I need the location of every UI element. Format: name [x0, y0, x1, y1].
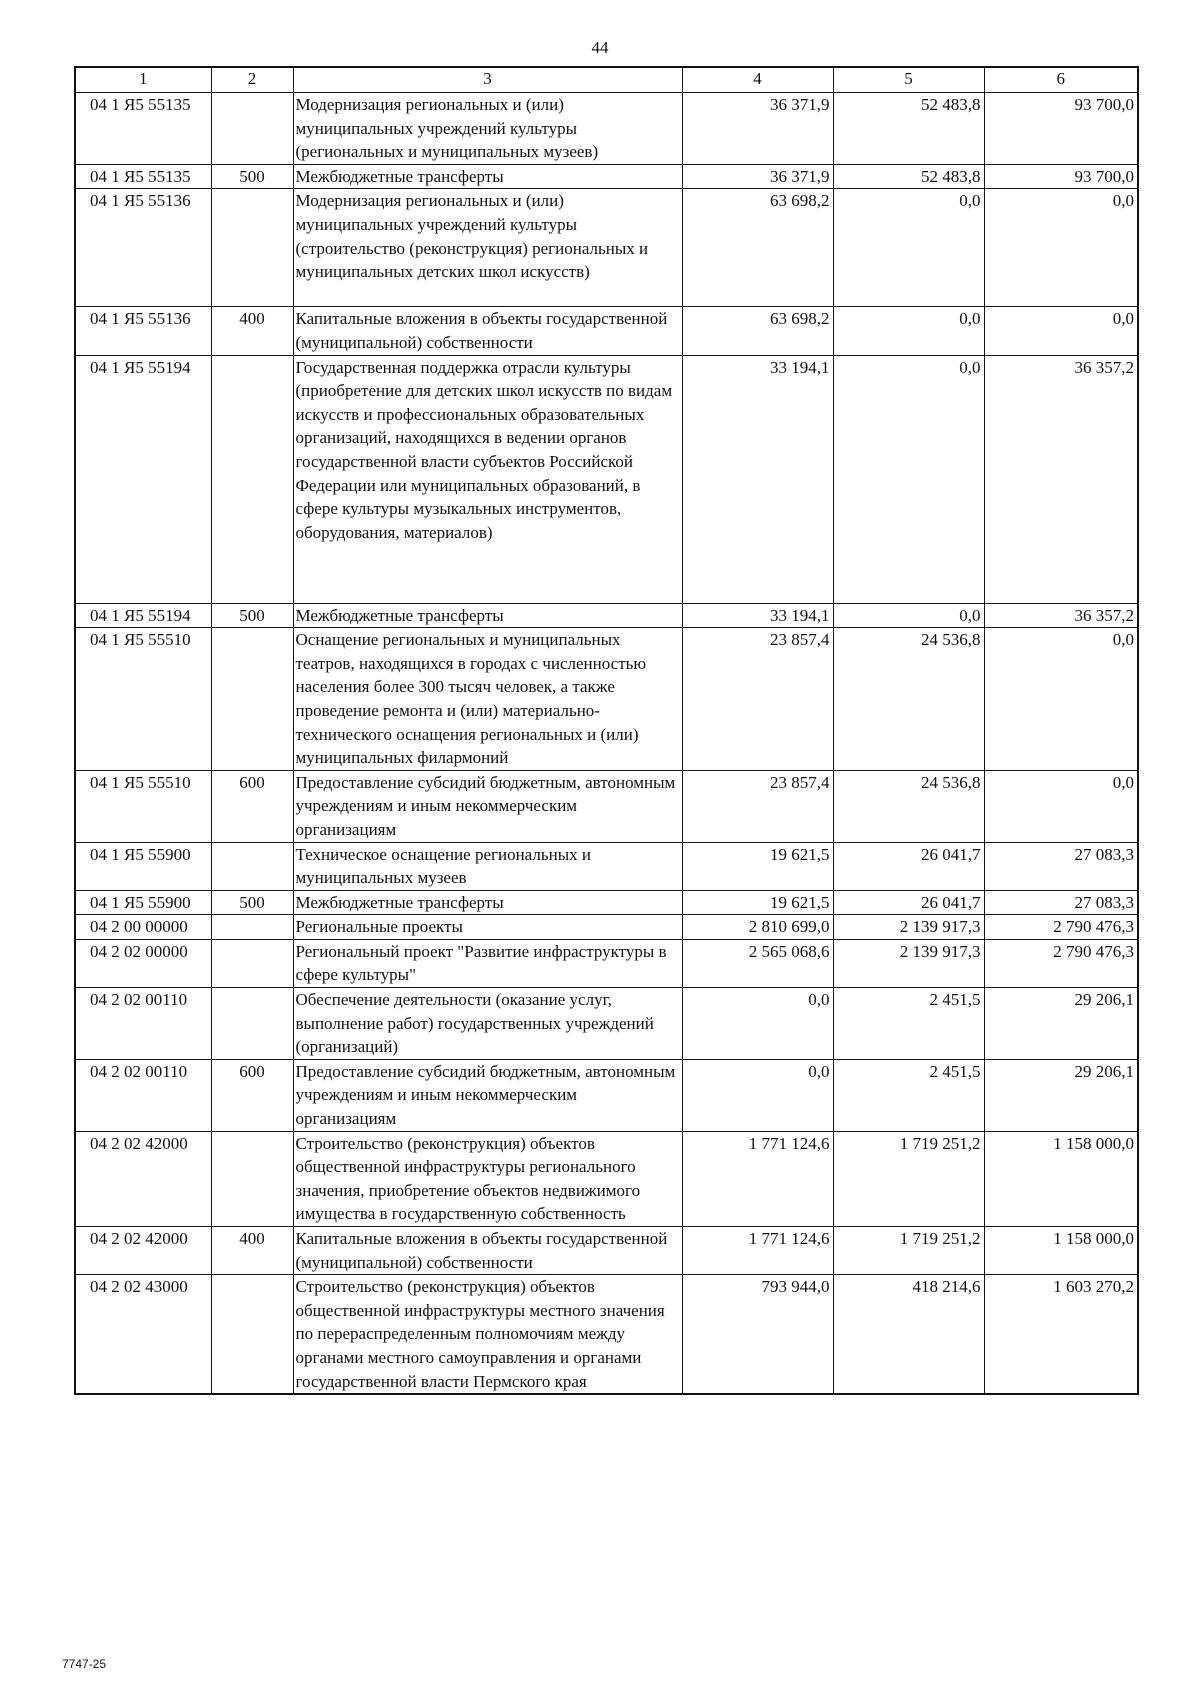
amount-col4: 36 371,9 — [682, 93, 833, 165]
item-name: Техническое оснащение региональных и муниципальных музеев — [293, 842, 682, 890]
amount-col6: 0,0 — [984, 307, 1138, 355]
amount-col4: 23 857,4 — [682, 770, 833, 842]
amount-col6: 0,0 — [984, 770, 1138, 842]
amount-col4: 63 698,2 — [682, 307, 833, 355]
amount-col6: 29 206,1 — [984, 1059, 1138, 1131]
amount-col6: 27 083,3 — [984, 842, 1138, 890]
item-name: Межбюджетные трансферты — [293, 164, 682, 189]
amount-col5: 0,0 — [833, 307, 984, 355]
expense-type-code — [211, 988, 293, 1060]
amount-col5: 1 719 251,2 — [833, 1227, 984, 1275]
amount-col4: 1 771 124,6 — [682, 1131, 833, 1226]
amount-col5: 52 483,8 — [833, 93, 984, 165]
target-article-code: 04 1 Я5 55194 — [75, 603, 211, 628]
column-header: 4 — [682, 67, 833, 93]
table-row — [75, 1227, 1138, 1275]
amount-col4: 2 810 699,0 — [682, 915, 833, 940]
amount-col6: 0,0 — [984, 189, 1138, 307]
amount-col4: 33 194,1 — [682, 603, 833, 628]
target-article-code: 04 2 02 43000 — [75, 1275, 211, 1394]
amount-col5: 24 536,8 — [833, 628, 984, 771]
expense-type-code: 500 — [211, 603, 293, 628]
amount-col5: 52 483,8 — [833, 164, 984, 189]
page-number: 44 — [591, 38, 609, 57]
expense-type-code — [211, 628, 293, 771]
item-name: Предоставление субсидий бюджетным, автономным учреждениям и иным некоммерческим организациям — [293, 770, 682, 842]
amount-col6: 1 158 000,0 — [984, 1227, 1138, 1275]
item-name: Оснащение региональных и муниципальных театров, находящихся в городах с численностью населения более 300 тысяч человек, а также проведение ремонта и (или) материально-технического оснащения региональных и (или) муниципальных филармоний — [293, 628, 682, 771]
amount-col5: 0,0 — [833, 603, 984, 628]
item-name: Строительство (реконструкция) объектов общественной инфраструктуры местного значения по перераспределенным полномочиям между органами местного самоуправления и органами государственной власти Пермского края — [293, 1275, 682, 1394]
amount-col4: 63 698,2 — [682, 189, 833, 307]
item-name: Межбюджетные трансферты — [293, 890, 682, 915]
table-row — [75, 915, 1138, 940]
table-row — [75, 628, 1138, 771]
expense-type-code — [211, 189, 293, 307]
amount-col5: 1 719 251,2 — [833, 1131, 984, 1226]
item-name: Обеспечение деятельности (оказание услуг, выполнение работ) государственных учреждений (организаций) — [293, 988, 682, 1060]
item-name: Предоставление субсидий бюджетным, автономным учреждениям и иным некоммерческим организациям — [293, 1059, 682, 1131]
table-row — [75, 1275, 1138, 1394]
expense-type-code: 600 — [211, 1059, 293, 1131]
amount-col6: 2 790 476,3 — [984, 915, 1138, 940]
amount-col6: 36 357,2 — [984, 355, 1138, 603]
item-name: Межбюджетные трансферты — [293, 603, 682, 628]
amount-col6: 1 158 000,0 — [984, 1131, 1138, 1226]
target-article-code: 04 1 Я5 55135 — [75, 93, 211, 165]
item-name: Капитальные вложения в объекты государственной (муниципальной) собственности — [293, 307, 682, 355]
amount-col6: 1 603 270,2 — [984, 1275, 1138, 1394]
expense-type-code — [211, 842, 293, 890]
amount-col4: 2 565 068,6 — [682, 939, 833, 987]
amount-col6: 27 083,3 — [984, 890, 1138, 915]
table-row — [75, 355, 1138, 603]
amount-col6: 2 790 476,3 — [984, 939, 1138, 987]
table-row — [75, 93, 1138, 165]
item-name: Региональные проекты — [293, 915, 682, 940]
amount-col4: 793 944,0 — [682, 1275, 833, 1394]
column-header: 1 — [75, 67, 211, 93]
expense-type-code: 400 — [211, 1227, 293, 1275]
item-name: Региональный проект "Развитие инфраструктуры в сфере культуры" — [293, 939, 682, 987]
item-name: Модернизация региональных и (или) муниципальных учреждений культуры (региональных и муниципальных музеев) — [293, 93, 682, 165]
target-article-code: 04 2 00 00000 — [75, 915, 211, 940]
target-article-code: 04 2 02 00110 — [75, 1059, 211, 1131]
table-row — [75, 164, 1138, 189]
expense-type-code — [211, 1275, 293, 1394]
amount-col5: 0,0 — [833, 189, 984, 307]
amount-col5: 2 451,5 — [833, 988, 984, 1060]
target-article-code: 04 1 Я5 55136 — [75, 189, 211, 307]
amount-col5: 2 451,5 — [833, 1059, 984, 1131]
document-code: 7747-25 — [62, 1657, 107, 1671]
table-row — [75, 1131, 1138, 1226]
target-article-code: 04 2 02 00000 — [75, 939, 211, 987]
amount-col6: 36 357,2 — [984, 603, 1138, 628]
expense-type-code: 600 — [211, 770, 293, 842]
amount-col5: 0,0 — [833, 355, 984, 603]
expense-type-code — [211, 915, 293, 940]
amount-col6: 93 700,0 — [984, 164, 1138, 189]
amount-col4: 1 771 124,6 — [682, 1227, 833, 1275]
amount-col5: 24 536,8 — [833, 770, 984, 842]
amount-col4: 36 371,9 — [682, 164, 833, 189]
table-row — [75, 307, 1138, 355]
table-row — [75, 988, 1138, 1060]
budget-table — [74, 66, 1139, 1395]
header-row — [75, 67, 1138, 93]
amount-col6: 0,0 — [984, 628, 1138, 771]
table-row — [75, 890, 1138, 915]
column-header: 2 — [211, 67, 293, 93]
column-header: 6 — [984, 67, 1138, 93]
amount-col6: 29 206,1 — [984, 988, 1138, 1060]
amount-col4: 23 857,4 — [682, 628, 833, 771]
target-article-code: 04 1 Я5 55510 — [75, 770, 211, 842]
amount-col4: 19 621,5 — [682, 842, 833, 890]
table-row — [75, 939, 1138, 987]
table-row — [75, 603, 1138, 628]
expense-type-code — [211, 355, 293, 603]
amount-col5: 2 139 917,3 — [833, 939, 984, 987]
expense-type-code: 400 — [211, 307, 293, 355]
amount-col4: 33 194,1 — [682, 355, 833, 603]
amount-col5: 26 041,7 — [833, 842, 984, 890]
amount-col4: 0,0 — [682, 1059, 833, 1131]
expense-type-code — [211, 93, 293, 165]
expense-type-code — [211, 1131, 293, 1226]
target-article-code: 04 1 Я5 55510 — [75, 628, 211, 771]
table-row — [75, 770, 1138, 842]
amount-col5: 2 139 917,3 — [833, 915, 984, 940]
expense-type-code — [211, 939, 293, 987]
expense-type-code: 500 — [211, 164, 293, 189]
table-row — [75, 842, 1138, 890]
item-name: Модернизация региональных и (или) муниципальных учреждений культуры (строительство (реконструкция) региональных и муниципальных детских школ искусств) — [293, 189, 682, 307]
target-article-code: 04 2 02 42000 — [75, 1227, 211, 1275]
item-name: Капитальные вложения в объекты государственной (муниципальной) собственности — [293, 1227, 682, 1275]
amount-col4: 0,0 — [682, 988, 833, 1060]
amount-col6: 93 700,0 — [984, 93, 1138, 165]
target-article-code: 04 1 Я5 55194 — [75, 355, 211, 603]
target-article-code: 04 2 02 42000 — [75, 1131, 211, 1226]
target-article-code: 04 1 Я5 55135 — [75, 164, 211, 189]
item-name: Строительство (реконструкция) объектов общественной инфраструктуры регионального значения, приобретение объектов недвижимого имущества в государственную собственность — [293, 1131, 682, 1226]
target-article-code: 04 2 02 00110 — [75, 988, 211, 1060]
amount-col4: 19 621,5 — [682, 890, 833, 915]
column-header: 3 — [293, 67, 682, 93]
target-article-code: 04 1 Я5 55136 — [75, 307, 211, 355]
table-row — [75, 1059, 1138, 1131]
amount-col5: 26 041,7 — [833, 890, 984, 915]
target-article-code: 04 1 Я5 55900 — [75, 842, 211, 890]
table-row — [75, 189, 1138, 307]
target-article-code: 04 1 Я5 55900 — [75, 890, 211, 915]
column-header: 5 — [833, 67, 984, 93]
expense-type-code: 500 — [211, 890, 293, 915]
item-name: Государственная поддержка отрасли культуры (приобретение для детских школ искусств по видам искусств и профессиональных образовательных организаций, находящихся в ведении органов государственной власти субъектов Российской Федерации или муниципальных образований, в сфере культуры музыкальных инструментов, оборудования, материалов) — [293, 355, 682, 603]
amount-col5: 418 214,6 — [833, 1275, 984, 1394]
